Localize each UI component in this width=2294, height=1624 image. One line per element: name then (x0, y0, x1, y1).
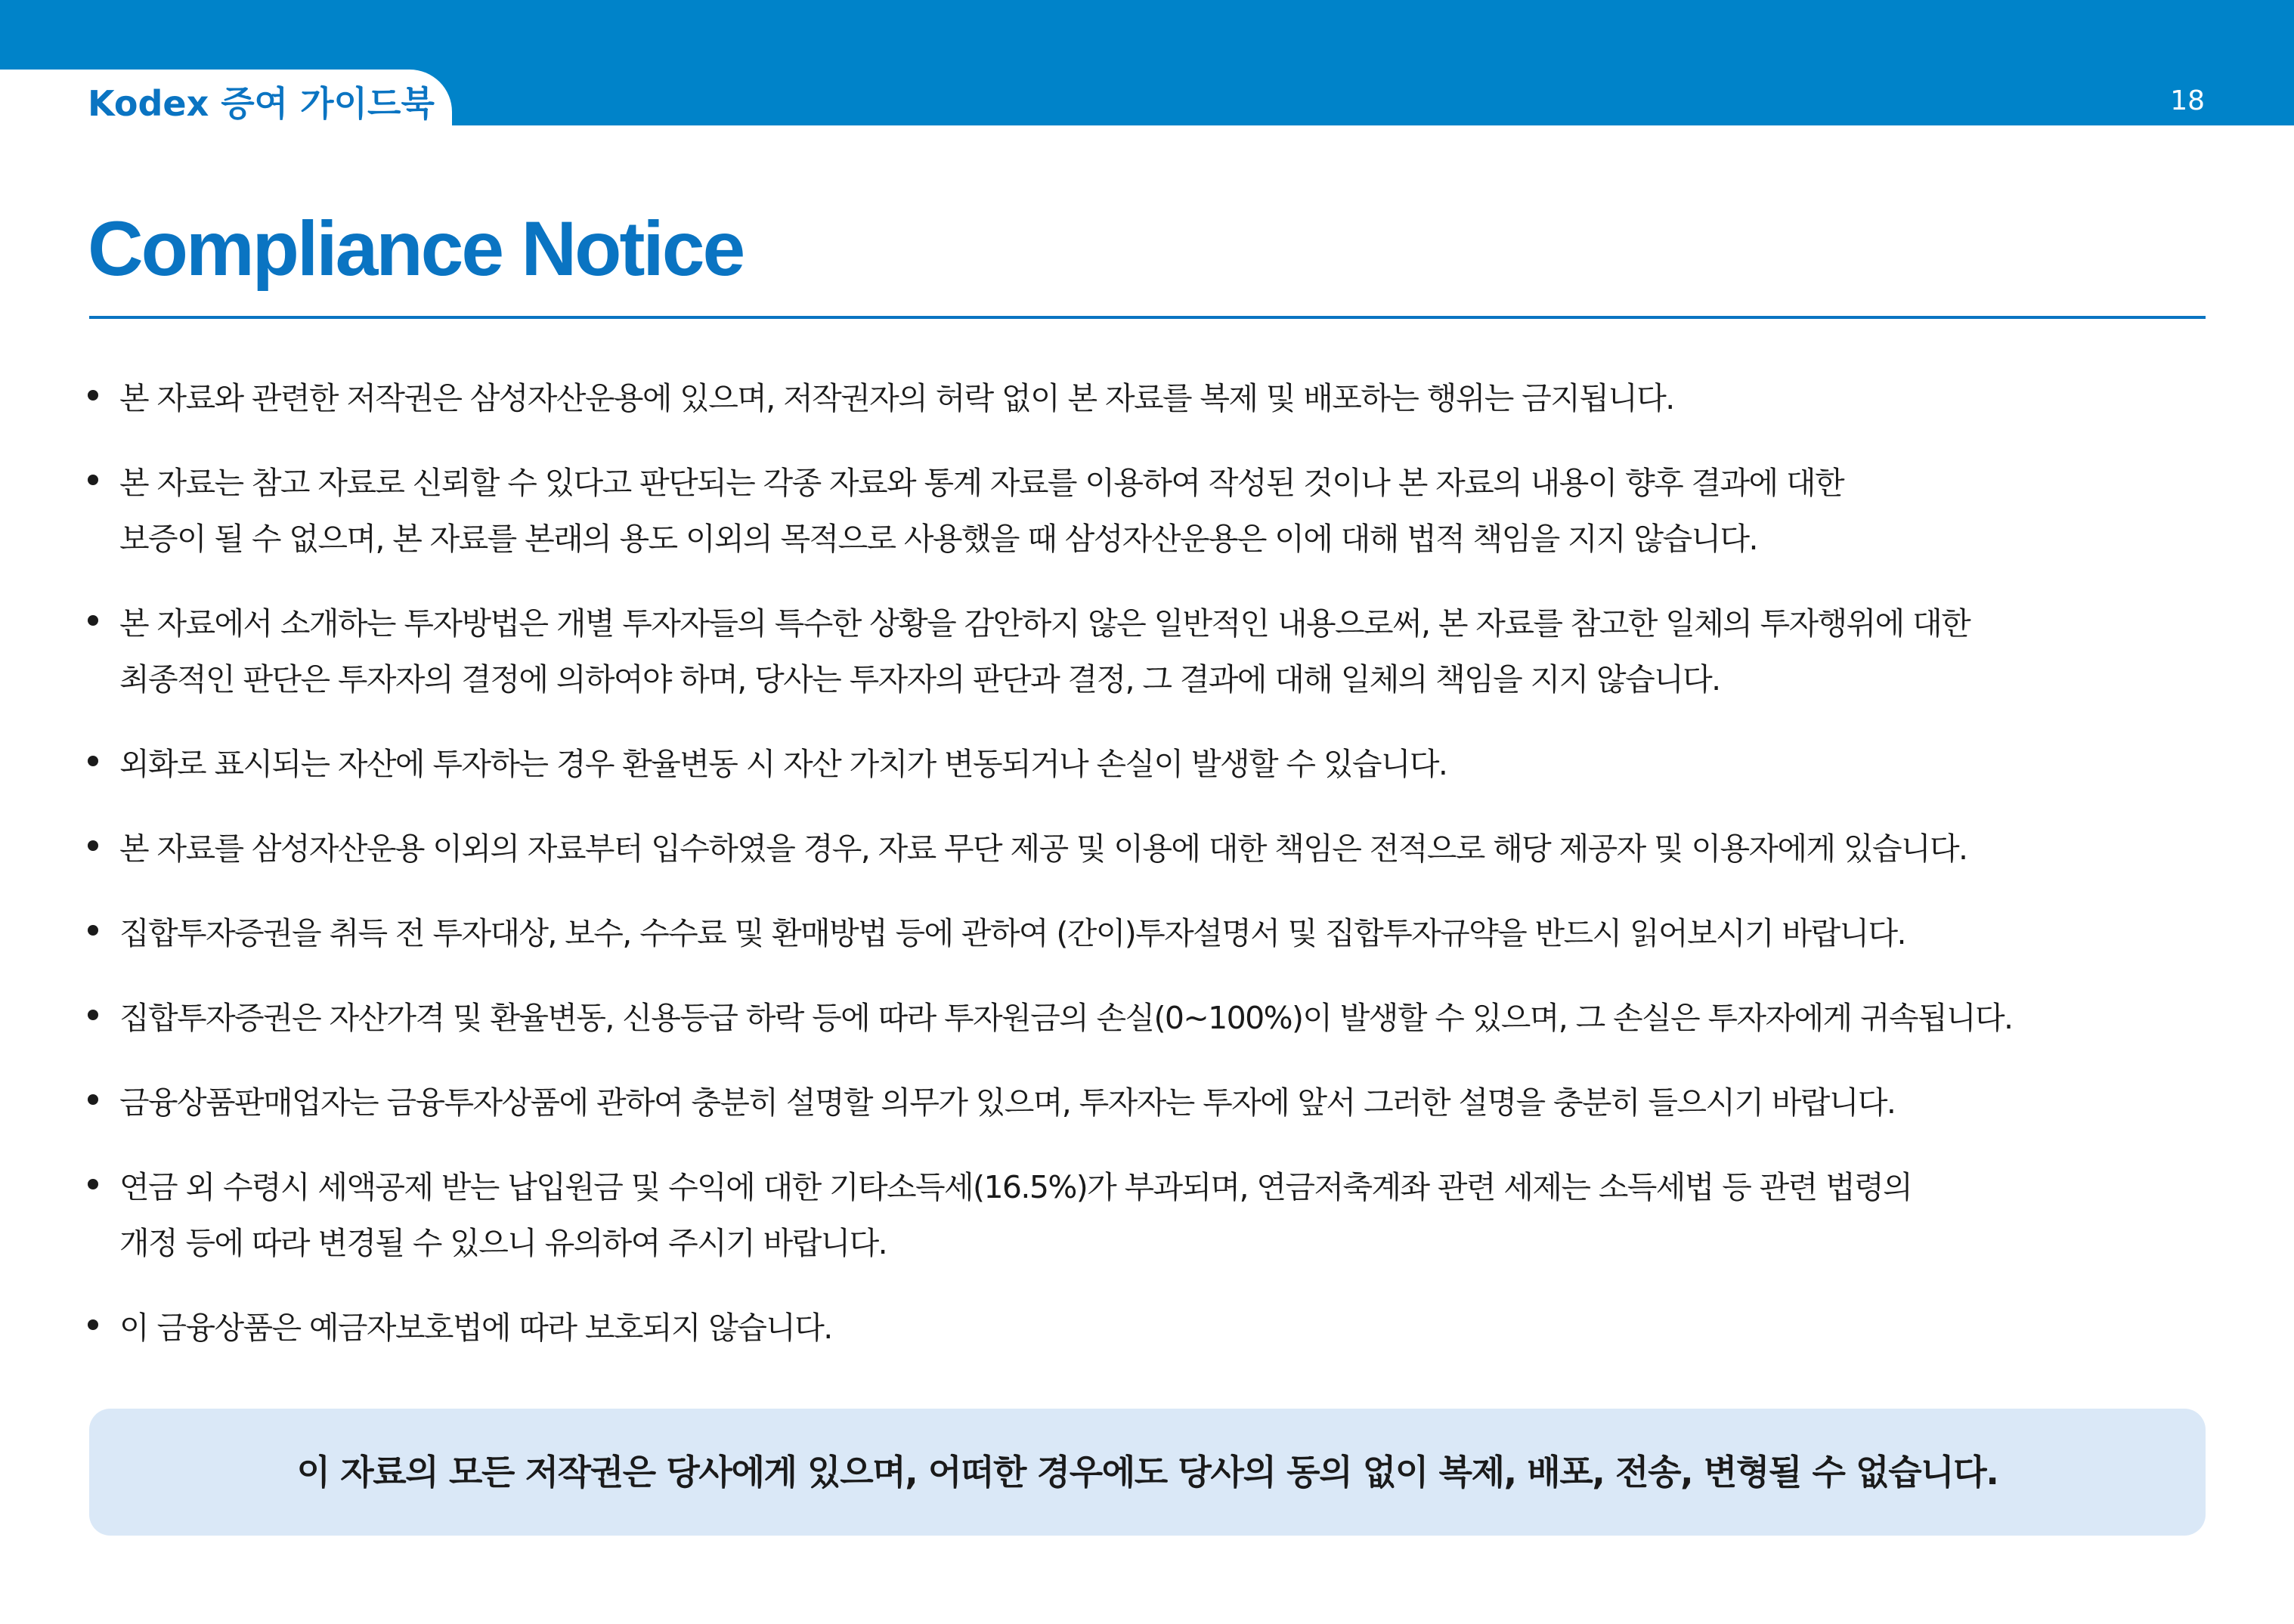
bullet-icon (88, 390, 98, 401)
copyright-notice: 이 자료의 모든 저작권은 당사에게 있으며, 어떠한 경우에도 당사의 동의 없이 복제, 배포, 전송, 변형될 수 없습니다. (296, 1452, 1998, 1493)
bullet-icon (88, 1094, 98, 1105)
notice-text: 이 금융상품은 예금자보호법에 따라 보호되지 않습니다. (119, 1310, 832, 1346)
notice-text: 본 자료는 참고 자료로 신뢰할 수 있다고 판단되는 각종 자료와 통계 자료를 이용하여 작성된 것이나 본 자료의 내용이 향후 결과에 대한 (119, 465, 1844, 501)
guide-title: Kodex 증여 가이드북 (88, 83, 435, 124)
notice-text: 집합투자증권은 자산가격 및 환율변동, 신용등급 하락 등에 따라 투자원금의 손실(0~100%)이 발생할 수 있으며, 그 손실은 투자자에게 귀속됩니다. (119, 1000, 2013, 1036)
bullet-icon (88, 756, 98, 766)
page-title: Compliance Notice (88, 206, 744, 292)
notice-text-continued: 보증이 될 수 없으며, 본 자료를 본래의 용도 이외의 목적으로 사용했을 때 삼성자산운용은 이에 대해 법적 책임을 지지 않습니다. (119, 521, 1757, 557)
copyright-box (89, 1409, 2206, 1536)
notice-text: 집합투자증권을 취득 전 투자대상, 보수, 수수료 및 환매방법 등에 관하여 (간이)투자설명서 및 집합투자규약을 반드시 읽어보시기 바랍니다. (119, 915, 1905, 951)
bullet-icon (88, 1319, 98, 1330)
page-number: 18 (2170, 85, 2205, 116)
bullet-icon (88, 615, 98, 626)
notice-item (88, 1300, 2204, 1356)
bullet-icon (88, 840, 98, 851)
bullet-icon (88, 1179, 98, 1189)
notice-item (88, 736, 2204, 792)
notice-item (88, 990, 2204, 1046)
notice-item (88, 1075, 2204, 1131)
notice-item (88, 905, 2204, 961)
title-divider (89, 316, 2206, 319)
notice-text: 연금 외 수령시 세액공제 받는 납입원금 및 수익에 대한 기타소득세(16.5%)가 부과되며, 연금저축계좌 관련 세제는 소득세법 등 관련 법령의 (119, 1169, 1912, 1205)
notice-text-continued: 최종적인 판단은 투자자의 결정에 의하여야 하며, 당사는 투자자의 판단과 결정, 그 결과에 대해 일체의 책임을 지지 않습니다. (119, 661, 1720, 698)
notice-text: 금융상품판매업자는 금융투자상품에 관하여 충분히 설명할 의무가 있으며, 투자자는 투자에 앞서 그러한 설명을 충분히 들으시기 바랍니다. (119, 1084, 1896, 1121)
notice-text: 본 자료와 관련한 저작권은 삼성자산운용에 있으며, 저작권자의 허락 없이 본 자료를 복제 및 배포하는 행위는 금지됩니다. (119, 380, 1674, 416)
notice-text-continued: 개정 등에 따라 변경될 수 있으니 유의하여 주시기 바랍니다. (119, 1225, 887, 1261)
notice-text: 외화로 표시되는 자산에 투자하는 경우 환율변동 시 자산 가치가 변동되거나 손실이 발생할 수 있습니다. (119, 746, 1447, 782)
notice-text: 본 자료에서 소개하는 투자방법은 개별 투자자들의 특수한 상황을 감안하지 않은 일반적인 내용으로써, 본 자료를 참고한 일체의 투자행위에 대한 (119, 605, 1970, 642)
notice-item (88, 595, 2204, 707)
bullet-icon (88, 925, 98, 936)
notice-item (88, 821, 2204, 877)
notice-item (88, 1159, 2204, 1271)
notice-list (88, 370, 2204, 1384)
notice-item (88, 455, 2204, 567)
notice-item (88, 370, 2204, 426)
notice-text: 본 자료를 삼성자산운용 이외의 자료부터 입수하였을 경우, 자료 무단 제공 및 이용에 대한 책임은 전적으로 해당 제공자 및 이용자에게 있습니다. (119, 831, 1967, 867)
bullet-icon (88, 475, 98, 485)
bullet-icon (88, 1010, 98, 1020)
